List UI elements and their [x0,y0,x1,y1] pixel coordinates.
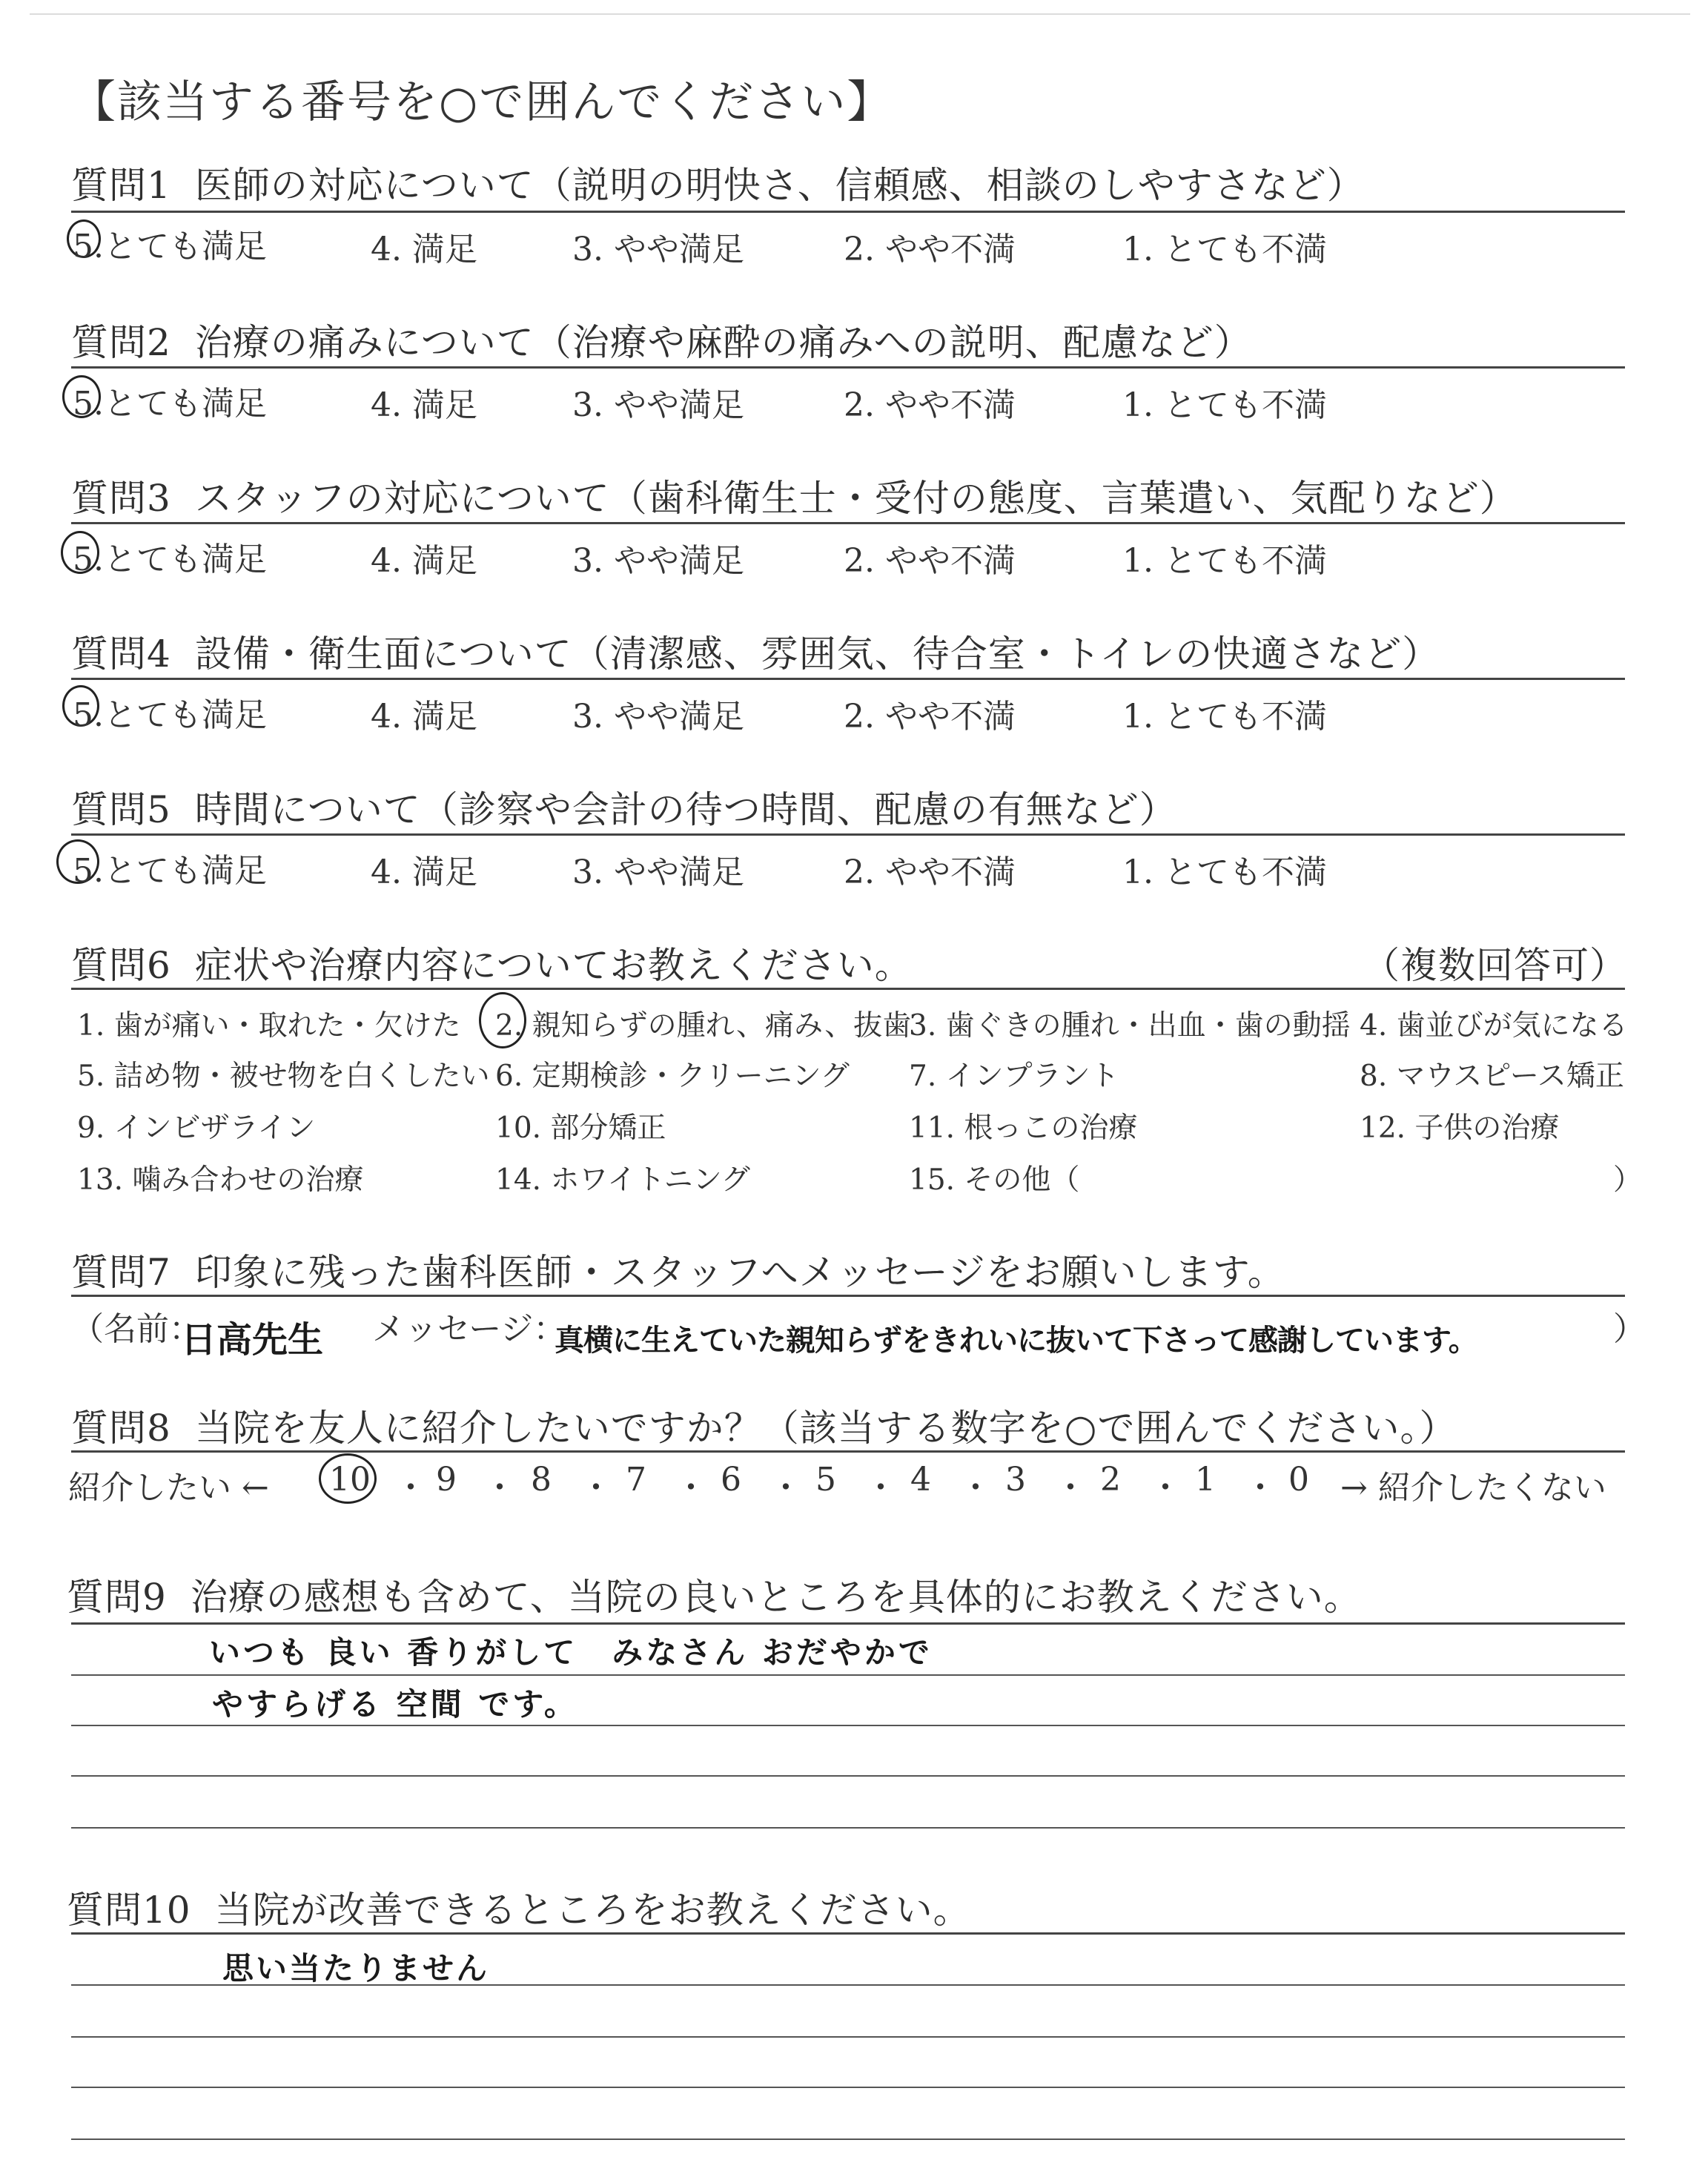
q9-answer-line-2[interactable]: やすらげる 空間 です。 [212,1686,578,1723]
q8-scale-6[interactable]: 6 [721,1461,741,1499]
q1-option-4[interactable]: 4. 満足 [371,231,477,268]
q7-number: 質問7 [71,1251,171,1294]
q6-note: （複数回答可） [1363,944,1627,987]
q5-rule [71,833,1625,836]
q8-text: 当院を友人に紹介したいですか？（該当する数字を○で囲んでください。） [194,1407,1457,1450]
q8-scale-1[interactable]: 1 [1195,1461,1216,1499]
q7-message-value[interactable]: 真横に生えていた親知らずをきれいに抜いて下さって感謝しています。 [555,1324,1477,1358]
q8-scale-dot: ・ [394,1469,427,1507]
q10-answer-rule [71,2036,1625,2038]
q2-option-3[interactable]: 3. やや満足 [572,386,744,424]
q2-option-5[interactable]: 5.とても満足 [73,385,267,423]
q6-rule [71,988,1625,990]
q8-scale-dot: ・ [483,1469,516,1507]
q8-scale-dot: ・ [769,1469,802,1507]
q6-option-2[interactable]: 2. 親知らずの腫れ、痛み、抜歯 [495,1009,912,1043]
q1-option-2[interactable]: 2. やや不満 [844,231,1016,268]
q8-scale-dot: ・ [580,1469,612,1507]
q6-option-8[interactable]: 8. マウスピース矯正 [1360,1060,1624,1093]
q4-number: 質問4 [71,633,171,676]
q8-scale-dot: ・ [1149,1469,1182,1507]
q6-other-close-paren: ） [1613,1163,1643,1197]
q6-option-14[interactable]: 14. ホワイトニング [495,1163,750,1197]
q4-text: 設備・衛生面について（清潔感、雰囲気、待合室・トイレの快適さなど） [194,633,1440,676]
q1-title [71,156,1365,209]
q5-option-3[interactable]: 3. やや満足 [572,853,744,891]
q8-scale-dot: ・ [1244,1469,1277,1507]
top-border [30,13,1690,15]
q9-number: 質問9 [67,1576,167,1619]
q10-answer-rule [71,1984,1625,1986]
q6-text: 症状や治療内容についてお教えください。 [194,944,913,987]
q5-option-2[interactable]: 2. やや不満 [844,853,1016,891]
q6-option-3[interactable]: 3. 歯ぐきの腫れ・出血・歯の動揺 [909,1009,1351,1043]
q8-left-label: 紹介したい ← [68,1469,269,1507]
q2-rule [71,366,1625,369]
q4-option-1[interactable]: 1. とても不満 [1122,698,1327,736]
q5-option-5[interactable]: 5.とても満足 [73,852,267,890]
q1-option-3[interactable]: 3. やや満足 [572,231,744,268]
instruction-heading: 【該当する番号を○で囲んでください】 [71,76,893,128]
q6-option-7[interactable]: 7. インプラント [909,1060,1119,1093]
q8-scale-8[interactable]: 8 [531,1461,552,1499]
q8-scale-dot: ・ [959,1469,992,1507]
q8-scale-2[interactable]: 2 [1100,1461,1121,1499]
q5-text: 時間について（診察や会計の待つ時間、配慮の有無など） [194,788,1177,831]
q6-option-10[interactable]: 10. 部分矯正 [495,1112,666,1145]
q2-option-1[interactable]: 1. とても不満 [1122,386,1327,424]
q1-number: 質問1 [71,164,171,207]
q4-option-2[interactable]: 2. やや不満 [844,698,1016,736]
q5-title [71,780,1177,833]
q6-option-6[interactable]: 6. 定期検診・クリーニング [495,1060,850,1093]
q9-answer-rule [71,1725,1625,1726]
q5-option-1[interactable]: 1. とても不満 [1122,853,1327,891]
q10-answer-line-1[interactable]: 思い当たりません [222,1950,490,1986]
q9-title [67,1568,1362,1621]
q10-text: 当院が改善できるところをお教えください。 [214,1889,971,1932]
q2-option-4[interactable]: 4. 満足 [371,386,477,424]
q4-option-5[interactable]: 5.とても満足 [73,696,267,734]
q4-rule [71,678,1625,680]
q7-name-label: （名前： [71,1310,202,1348]
q4-title [71,624,1440,678]
q2-number: 質問2 [71,321,171,364]
q5-option-4[interactable]: 4. 満足 [371,853,477,891]
q7-title [71,1243,1285,1296]
q7-text: 印象に残った歯科医師・スタッフへメッセージをお願いします。 [194,1251,1285,1294]
q6-option-11[interactable]: 11. 根っこの治療 [909,1112,1138,1145]
q3-option-5[interactable]: 5.とても満足 [73,541,267,578]
q9-rule [71,1622,1625,1625]
q10-rule [71,1932,1625,1935]
q1-option-5[interactable]: 5.とても満足 [73,228,267,265]
q1-option-1[interactable]: 1. とても不満 [1122,231,1327,268]
q6-option-13[interactable]: 13. 噛み合わせの治療 [77,1163,364,1197]
q3-option-4[interactable]: 4. 満足 [371,542,477,580]
q1-rule [71,211,1625,213]
q2-title [71,313,1252,366]
q3-number: 質問3 [71,477,171,520]
q9-answer-rule [71,1775,1625,1777]
q8-scale-4[interactable]: 4 [910,1461,931,1499]
q8-scale-0[interactable]: 0 [1288,1461,1309,1499]
q6-option-4[interactable]: 4. 歯並びが気になる [1360,1009,1628,1043]
q3-option-1[interactable]: 1. とても不満 [1122,542,1327,580]
q9-text: 治療の感想も含めて、当院の良いところを具体的にお教えください。 [190,1576,1362,1619]
q8-scale-5[interactable]: 5 [815,1461,836,1499]
q2-text: 治療の痛みについて（治療や麻酔の痛みへの説明、配慮など） [194,321,1252,364]
q6-option-15[interactable]: 15. その他（ [909,1163,1080,1197]
q8-scale-dot: ・ [864,1469,897,1507]
q3-rule [71,522,1625,524]
q6-title [71,936,913,989]
q3-option-2[interactable]: 2. やや不満 [844,542,1016,580]
q8-scale-3[interactable]: 3 [1005,1461,1026,1499]
q8-scale-dot: ・ [675,1469,707,1507]
q10-title [67,1880,971,1934]
q6-option-12[interactable]: 12. 子供の治療 [1360,1112,1560,1145]
q8-scale-10[interactable]: 10 [329,1461,371,1499]
q7-close-paren: ） [1613,1310,1646,1348]
q8-number: 質問8 [71,1407,171,1450]
q8-right-label: → 紹介したくない [1340,1469,1606,1507]
q8-title [71,1398,1457,1452]
q7-name-value[interactable]: 日高先生 [181,1319,324,1361]
q3-option-3[interactable]: 3. やや満足 [572,542,744,580]
q6-option-1[interactable]: 1. 歯が痛い・取れた・欠けた [77,1009,461,1043]
q6-option-9[interactable]: 9. インビザライン [77,1112,316,1145]
q10-answer-rule [71,2087,1625,2088]
q8-rule [71,1450,1625,1453]
q1-text: 医師の対応について（説明の明快さ、信頼感、相談のしやすさなど） [194,164,1365,207]
q6-number: 質問6 [71,944,171,987]
q10-number: 質問10 [67,1889,191,1932]
q8-scale-dot: ・ [1054,1469,1087,1507]
q9-answer-rule [71,1674,1625,1676]
q4-option-4[interactable]: 4. 満足 [371,698,477,736]
q9-answer-line-1[interactable]: いつも 良い 香りがして みなさん おだやかで [209,1634,933,1671]
q7-message-label: メッセージ： [372,1310,566,1348]
q8-scale-9[interactable]: 9 [436,1461,457,1499]
q9-answer-rule [71,1827,1625,1829]
q3-title [71,469,1517,522]
q7-rule [71,1295,1625,1297]
q3-text: スタッフの対応について（歯科衛生士・受付の態度、言葉遣い、気配りなど） [194,477,1517,520]
q10-answer-rule [71,2138,1625,2140]
q5-number: 質問5 [71,788,171,831]
q8-scale-7[interactable]: 7 [626,1461,646,1499]
q4-option-3[interactable]: 3. やや満足 [572,698,744,736]
q2-option-2[interactable]: 2. やや不満 [844,386,1016,424]
q6-option-5[interactable]: 5. 詰め物・被せ物を白くしたい [77,1060,490,1093]
